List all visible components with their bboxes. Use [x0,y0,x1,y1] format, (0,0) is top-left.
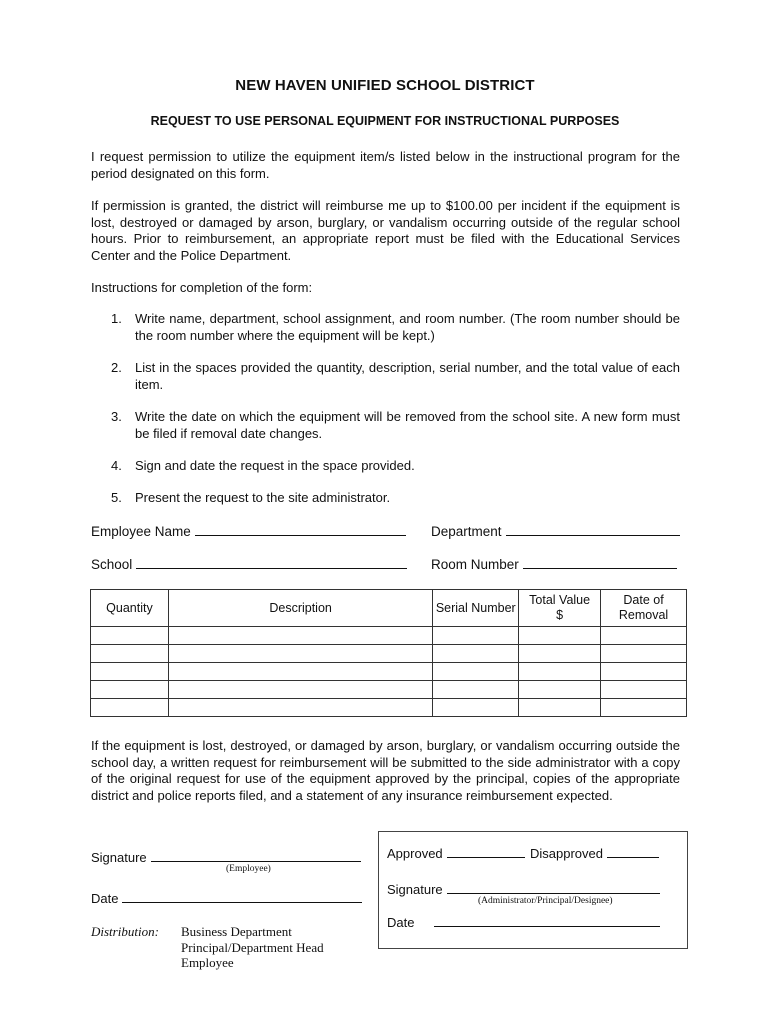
value-cell[interactable] [519,681,601,699]
description-cell[interactable] [168,663,432,681]
date-header-line1: Date of [623,593,664,607]
disapproved-line[interactable] [607,845,659,858]
quantity-cell[interactable] [91,663,169,681]
instruction-item [91,311,680,345]
serial-cell[interactable] [433,681,519,699]
instruction-number: 4. [111,458,122,473]
department-line[interactable] [506,523,680,536]
room-number-label: Room Number [431,557,519,572]
quantity-cell[interactable] [91,681,169,699]
removal-date-cell[interactable] [601,627,687,645]
serial-cell[interactable] [433,663,519,681]
disapproved-label: Disapproved [530,846,603,861]
table-row [91,699,687,717]
serial-number-header: Serial Number [433,590,519,627]
admin-caption: (Administrator/Principal/Designee) [478,896,613,906]
department-field[interactable] [431,523,680,539]
instruction-text: Write name, department, school assignment, and room number. (The room number should be the room number where the equipment will be kept.) [135,311,680,343]
district-title: NEW HAVEN UNIFIED SCHOOL DISTRICT [235,77,535,94]
serial-cell[interactable] [433,627,519,645]
employee-date-line[interactable] [122,890,362,903]
admin-signature-field[interactable] [387,881,660,897]
distribution-label: Distribution: [91,924,159,939]
room-number-line[interactable] [523,556,677,569]
admin-date-line[interactable] [434,914,660,927]
approved-label: Approved [387,846,443,861]
signature-label: Signature [91,850,147,865]
distribution-item: Business Department [181,924,292,939]
instruction-number: 2. [111,360,122,375]
description-cell[interactable] [168,627,432,645]
approval-box [378,831,688,949]
distribution-item: Principal/Department Head [181,939,324,955]
total-value-header [519,590,601,627]
instructions-heading: Instructions for completion of the form: [91,280,313,295]
quantity-cell[interactable] [91,699,169,717]
instruction-number: 3. [111,409,122,424]
table-row [91,663,687,681]
value-cell[interactable] [519,663,601,681]
instruction-text: Present the request to the site administrator. [135,490,391,505]
employee-date-field[interactable] [91,890,362,906]
serial-cell[interactable] [433,645,519,663]
instruction-number: 1. [111,311,122,326]
date-of-removal-header [601,590,687,627]
instruction-text: Sign and date the request in the space provided. [135,458,415,473]
room-number-field[interactable] [431,556,677,572]
table-header-row [91,590,687,627]
admin-signature-line[interactable] [447,881,660,894]
removal-date-cell[interactable] [601,699,687,717]
department-label: Department [431,524,502,539]
quantity-header: Quantity [91,590,169,627]
quantity-cell[interactable] [91,645,169,663]
table-row [91,627,687,645]
removal-date-cell[interactable] [601,681,687,699]
employee-signature-field[interactable] [91,849,361,865]
instruction-text: List in the spaces provided the quantity, description, serial number, and the total value of each item. [135,360,680,392]
reimbursement-paragraph: If permission is granted, the district will reimburse me up to $100.00 per incident if the equipment is lost, destroyed or damaged by arson, burglary, or vandalism occurring outside of the regular school hours. Prior to reimbursement, an appropriate report must be filed with the Educational Services Center and the Police Department. [91,198,680,263]
date-label: Date [91,891,119,906]
school-label: School [91,557,133,572]
admin-date-label: Date [387,915,415,930]
value-cell[interactable] [519,645,601,663]
removal-date-cell[interactable] [601,663,687,681]
school-line[interactable] [136,556,407,569]
quantity-cell[interactable] [91,627,169,645]
table-row [91,681,687,699]
approved-line[interactable] [447,845,525,858]
description-cell[interactable] [168,699,432,717]
distribution-list [181,924,324,971]
employee-name-label: Employee Name [91,524,191,539]
distribution-item: Employee [181,955,234,970]
instruction-number: 5. [111,490,122,505]
employee-name-line[interactable] [195,523,406,536]
admin-signature-label: Signature [387,882,443,897]
date-header-line2: Removal [618,608,669,622]
admin-date-field[interactable] [387,914,660,930]
instruction-item [91,409,680,443]
serial-cell[interactable] [433,699,519,717]
value-cell[interactable] [519,699,601,717]
employee-caption: (Employee) [226,864,271,874]
instruction-text: Write the date on which the equipment will be removed from the school site. A new form must be filed if removal date changes. [135,409,680,441]
description-cell[interactable] [168,681,432,699]
description-cell[interactable] [168,645,432,663]
approved-field[interactable] [387,845,525,861]
instruction-item [91,458,680,475]
total-value-header-line1: Total Value [529,593,591,607]
school-field[interactable] [91,556,407,572]
loss-paragraph: If the equipment is lost, destroyed, or damaged by arson, burglary, or vandalism occurring outside the school day, a written request for reimbursement will be submitted to the side administrator with a copy of the original request for use of the equipment approved by the principal, copies of the appropriate district and police reports filed, and a statement of any insurance reimbursement expected. [91,738,680,803]
instruction-item [91,490,680,507]
instruction-item [91,360,680,394]
equipment-table [90,589,687,717]
value-cell[interactable] [519,627,601,645]
employee-signature-line[interactable] [151,849,361,862]
intro-paragraph: I request permission to utilize the equipment item/s listed below in the instructional program for the period designated on this form. [91,149,680,181]
form-subtitle: REQUEST TO USE PERSONAL EQUIPMENT FOR INSTRUCTIONAL PURPOSES [150,114,620,128]
table-row [91,645,687,663]
removal-date-cell[interactable] [601,645,687,663]
total-value-header-line2: $ [556,608,564,622]
employee-name-field[interactable] [91,523,406,539]
description-header: Description [168,590,432,627]
disapproved-field[interactable] [530,845,659,861]
